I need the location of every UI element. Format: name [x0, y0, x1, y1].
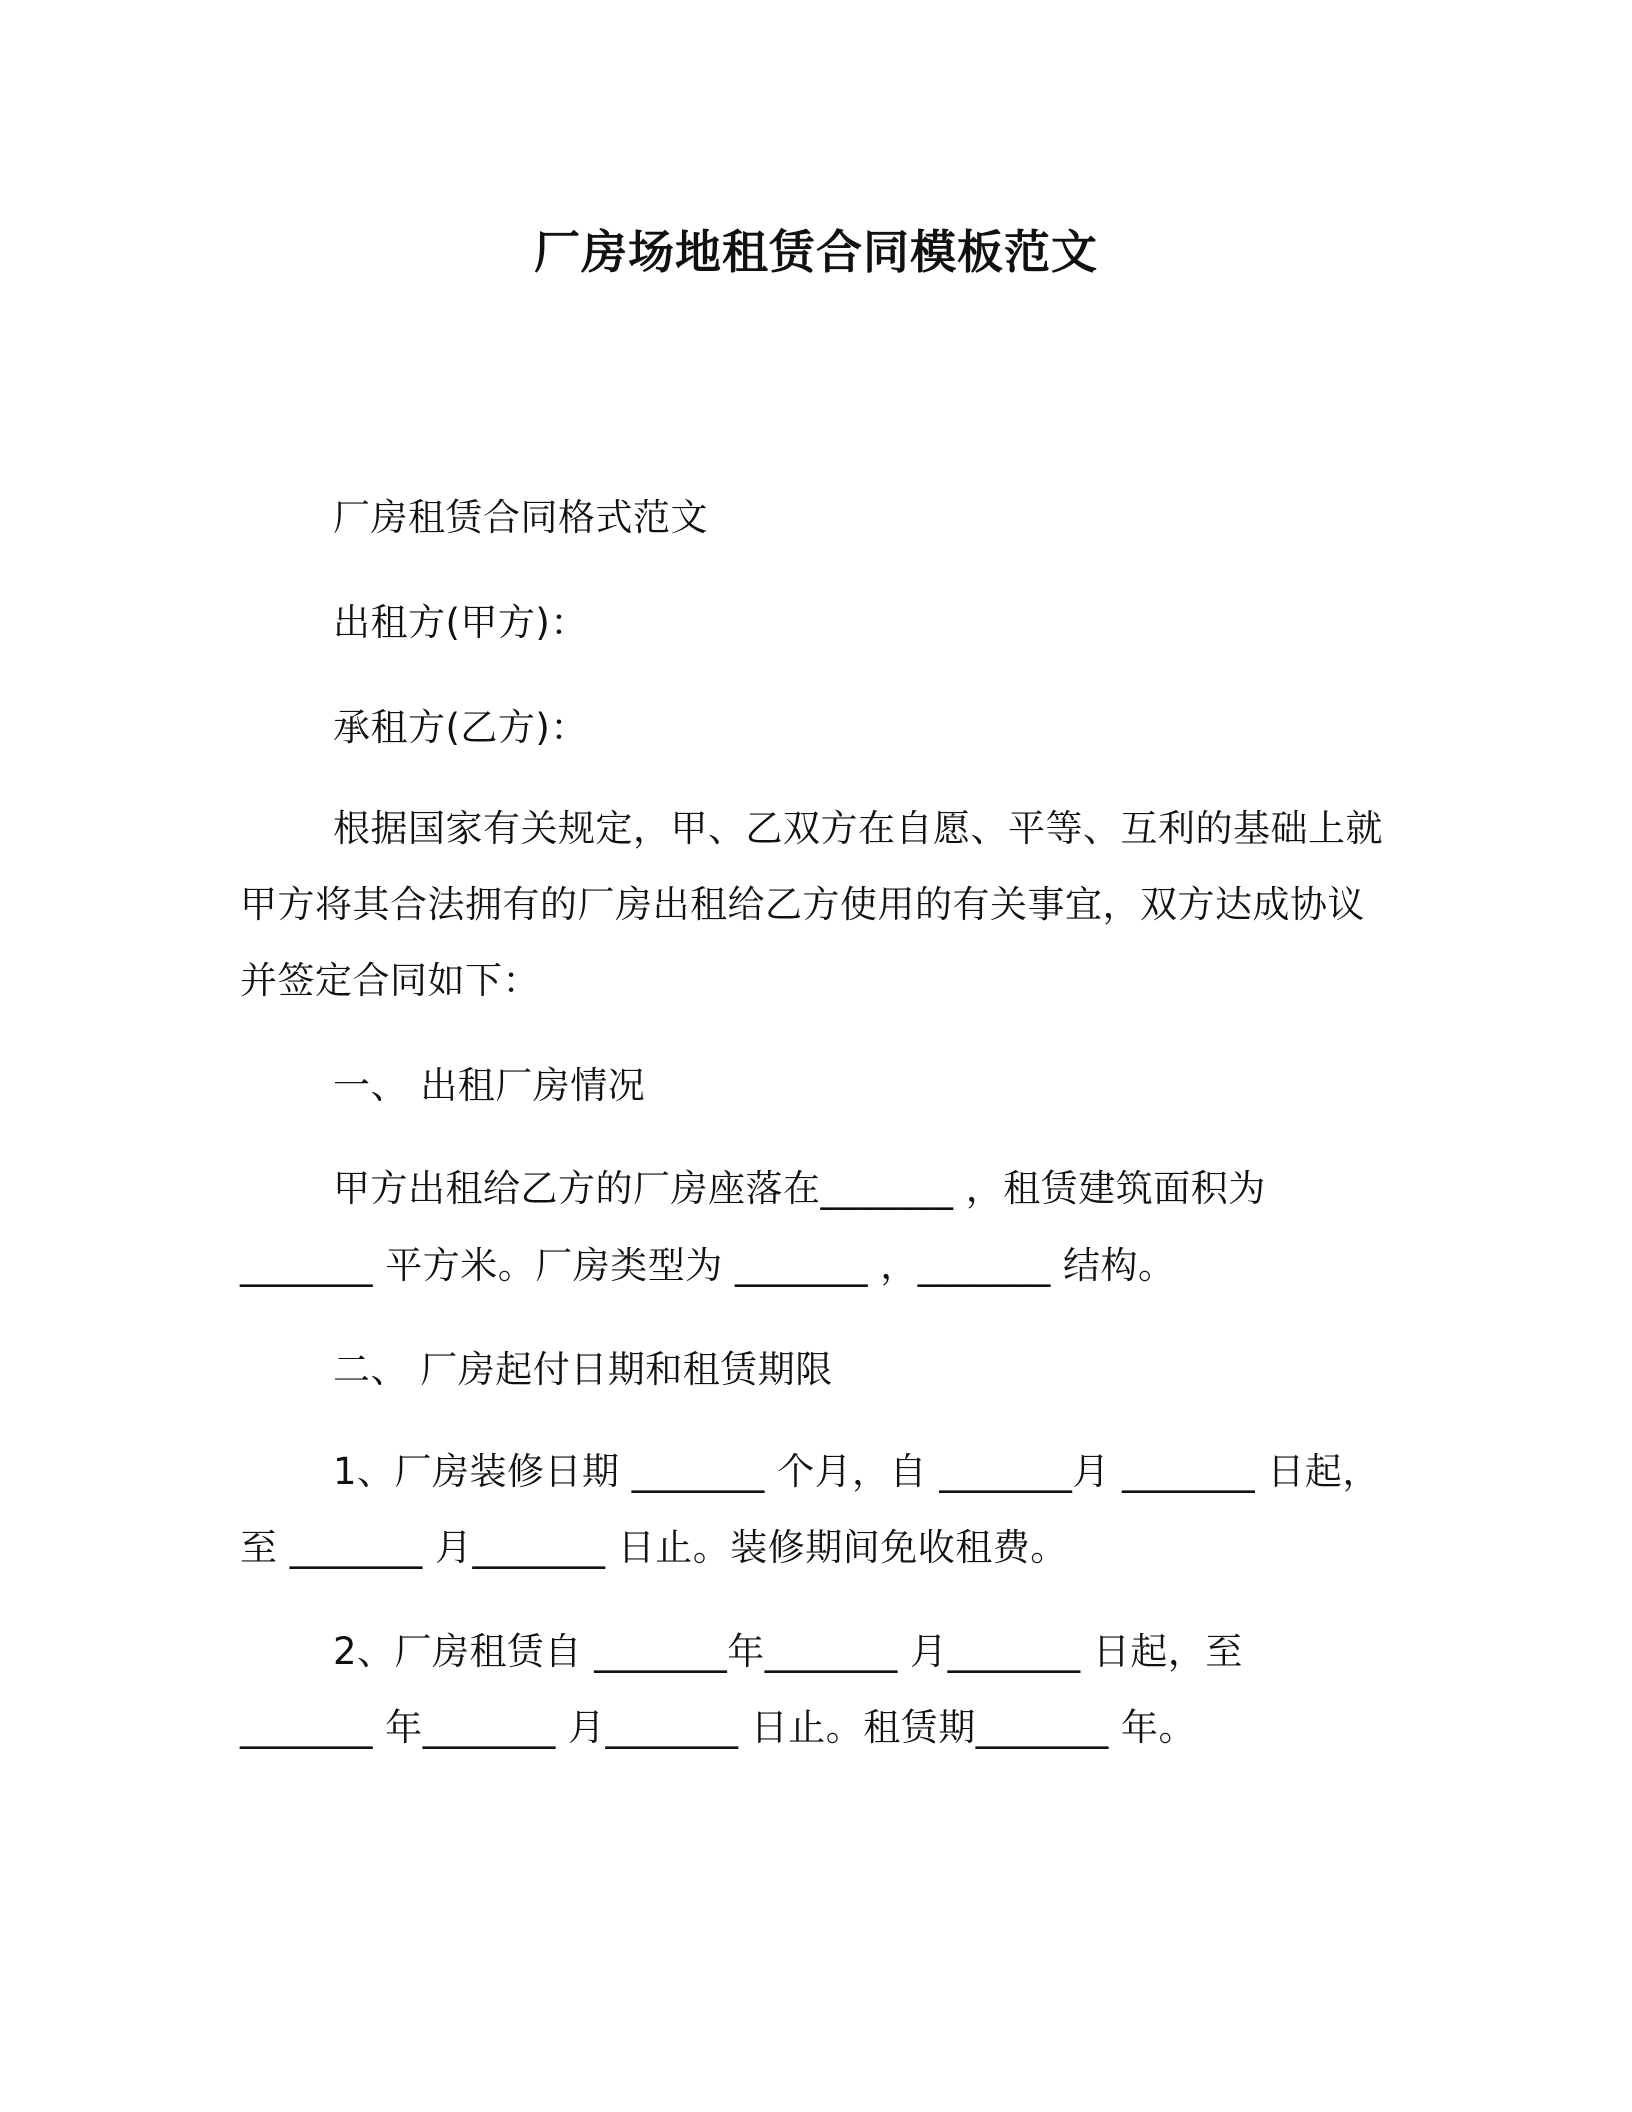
subtitle-line: 厂房租赁合同格式范文: [333, 496, 708, 539]
preamble-line-1: 根据国家有关规定，甲、乙双方在自愿、平等、互利的基础上就: [333, 807, 1383, 850]
preamble-line-2: 甲方将其合法拥有的厂房出租给乙方使用的有关事宜，双方达成协议: [240, 883, 1365, 926]
lessee-line: 承租方(乙方)：: [333, 706, 588, 749]
section-1-heading: 一、 出租厂房情况: [333, 1064, 646, 1107]
clause-1-line-2: 至 _______ 月_______ 日止。装修期间免收租费。: [240, 1526, 1068, 1569]
section-2-heading: 二、 厂房起付日期和租赁期限: [333, 1348, 833, 1391]
section-1-body-line-2: _______ 平方米。厂房类型为 _______ ，_______ 结构。: [240, 1244, 1176, 1287]
clause-2-line-1: 2、厂房租赁自 _______年_______ 月_______ 日起，至: [333, 1630, 1243, 1673]
clause-1-line-1: 1、厂房装修日期 _______ 个月，自 _______月 _______ 日起，: [333, 1450, 1380, 1493]
document-title: 厂房场地租赁合同模板范文: [534, 225, 1098, 279]
preamble-line-3: 并签定合同如下：: [240, 959, 540, 1002]
lessor-line: 出租方(甲方)：: [333, 601, 588, 644]
clause-2-line-2: _______ 年_______ 月_______ 日止。租赁期_______ 年。: [240, 1706, 1197, 1749]
section-1-body-line-1: 甲方出租给乙方的厂房座落在_______ ，租赁建筑面积为: [333, 1167, 1266, 1210]
